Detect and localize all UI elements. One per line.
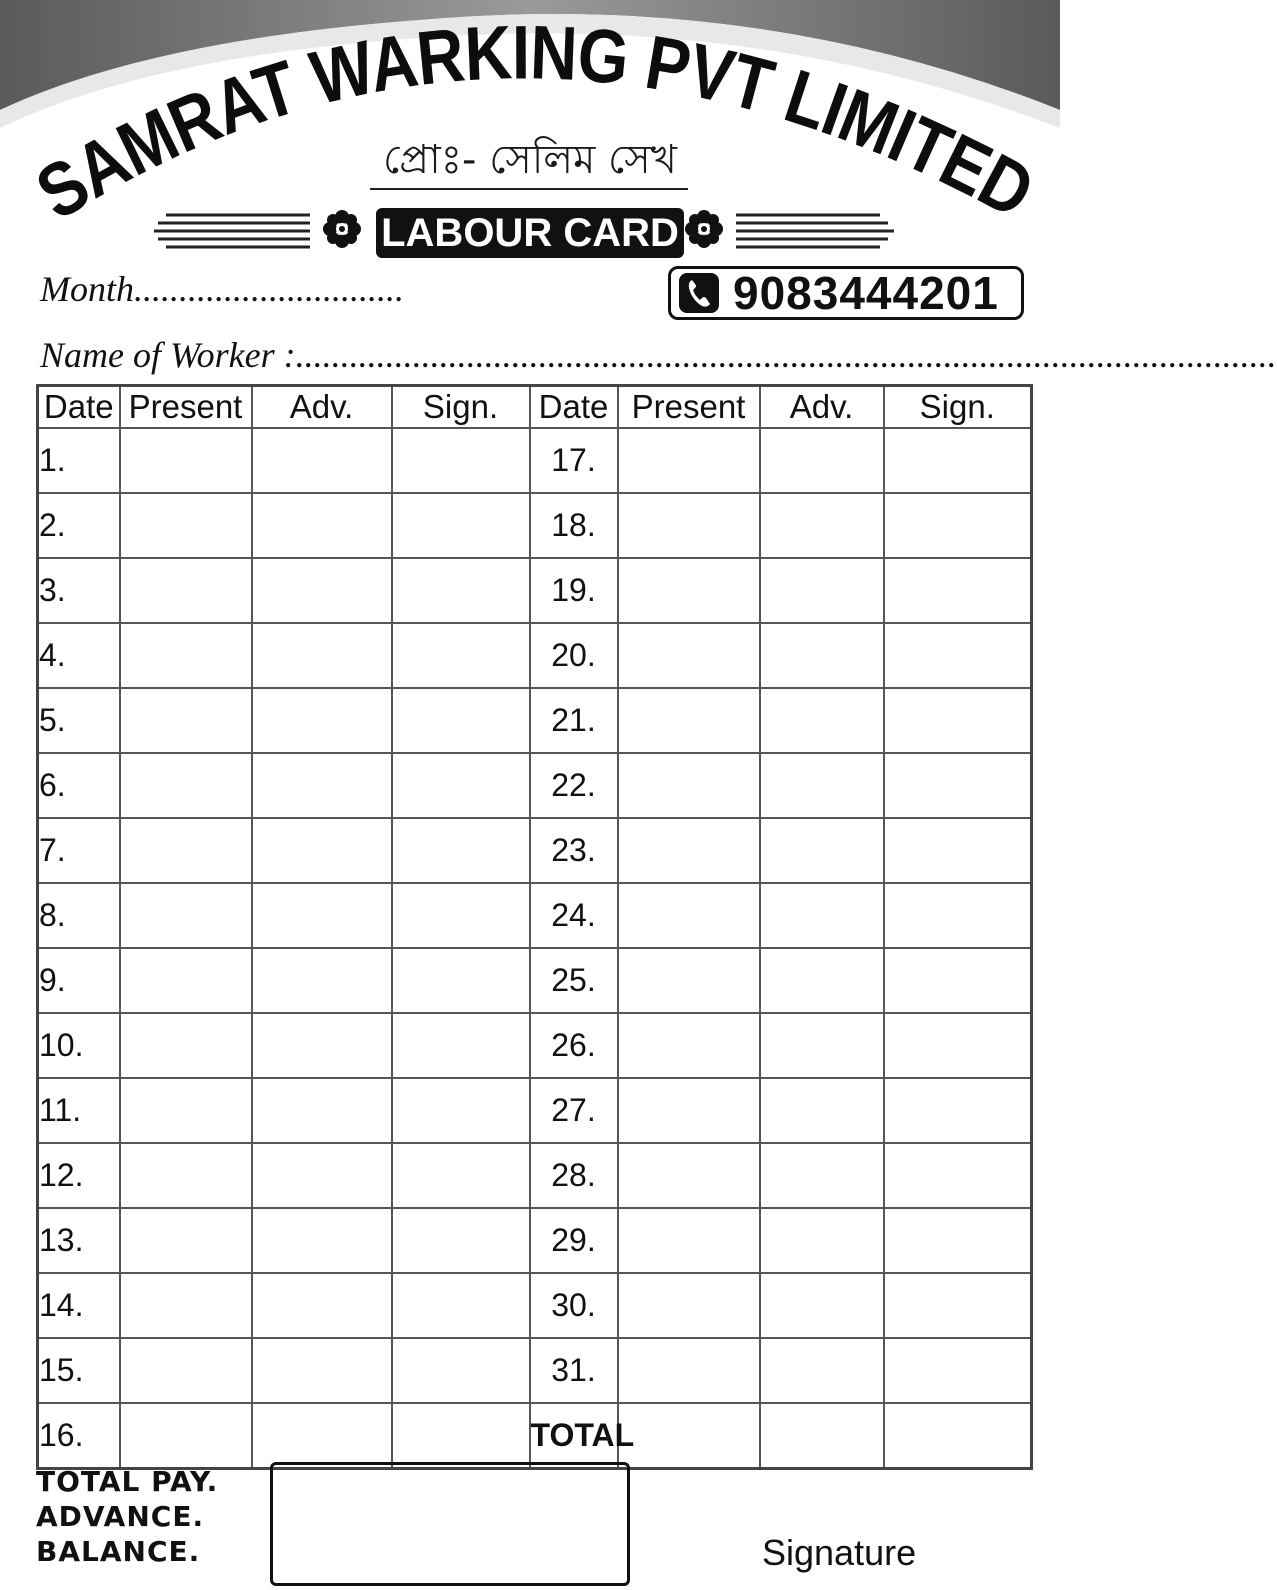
sign-cell[interactable] [884, 1273, 1032, 1338]
sign-cell[interactable] [392, 818, 530, 883]
summary-labels [36, 1464, 218, 1569]
advance-cell[interactable] [760, 1208, 884, 1273]
advance-cell[interactable] [252, 1273, 392, 1338]
sign-cell[interactable] [884, 883, 1032, 948]
advance-cell[interactable] [252, 558, 392, 623]
present-cell[interactable] [618, 753, 760, 818]
sign-cell[interactable] [392, 1143, 530, 1208]
present-cell[interactable] [618, 688, 760, 753]
sign-cell[interactable] [392, 1208, 530, 1273]
table-row [38, 818, 1032, 883]
present-cell[interactable] [618, 493, 760, 558]
header-present-right: Present [618, 386, 760, 429]
date-cell: 24. [530, 883, 618, 948]
advance-cell[interactable] [252, 1013, 392, 1078]
sign-cell[interactable] [884, 948, 1032, 1013]
advance-cell[interactable] [252, 623, 392, 688]
advance-cell[interactable] [760, 558, 884, 623]
advance-cell[interactable] [252, 948, 392, 1013]
right-ornament [682, 206, 904, 252]
present-cell[interactable] [120, 558, 252, 623]
flower-icon [323, 210, 361, 248]
date-cell: 26. [530, 1013, 618, 1078]
advance-cell[interactable] [252, 883, 392, 948]
present-cell[interactable] [618, 948, 760, 1013]
date-cell: 29. [530, 1208, 618, 1273]
phone-number: 9083444201 [733, 267, 999, 319]
worker-name-field: Name of Worker :............................................................................................................. [40, 335, 1277, 375]
date-cell: 3. [38, 558, 120, 623]
present-cell[interactable] [120, 883, 252, 948]
present-cell[interactable] [120, 1338, 252, 1403]
date-cell: 6. [38, 753, 120, 818]
company-name: SAMRAT WARKING PVT LIMITED [22, 9, 1053, 239]
sign-cell[interactable] [392, 948, 530, 1013]
present-cell[interactable] [618, 1078, 760, 1143]
present-cell[interactable] [618, 623, 760, 688]
date-cell: 28. [530, 1143, 618, 1208]
present-cell[interactable] [120, 753, 252, 818]
sign-cell[interactable] [392, 883, 530, 948]
sign-cell[interactable] [392, 558, 530, 623]
date-cell: 2. [38, 493, 120, 558]
date-cell: 9. [38, 948, 120, 1013]
table-row [38, 623, 1032, 688]
date-cell: 30. [530, 1273, 618, 1338]
present-cell[interactable] [120, 948, 252, 1013]
table-row [38, 1078, 1032, 1143]
present-cell[interactable] [618, 1143, 760, 1208]
present-cell[interactable] [618, 428, 760, 493]
advance-cell[interactable] [252, 493, 392, 558]
header-date-left: Date [38, 386, 120, 429]
phone-box [668, 266, 1024, 320]
sign-cell[interactable] [884, 1143, 1032, 1208]
table-row [38, 948, 1032, 1013]
total-pay-label: TOTAL PAY. [36, 1465, 219, 1498]
sign-cell[interactable] [392, 1338, 530, 1403]
signature-label: Signature [762, 1532, 917, 1573]
advance-cell[interactable] [252, 818, 392, 883]
advance-cell[interactable] [760, 688, 884, 753]
month-field: Month.............................. [40, 269, 404, 309]
sign-cell[interactable] [392, 688, 530, 753]
advance-cell[interactable] [760, 623, 884, 688]
labour-card-badge: LABOUR CARD [376, 208, 684, 258]
present-cell[interactable] [618, 883, 760, 948]
date-cell: 10. [38, 1013, 120, 1078]
date-cell: 8. [38, 883, 120, 948]
sign-cell[interactable] [884, 1013, 1032, 1078]
date-cell: 1. [38, 428, 120, 493]
table-row [38, 688, 1032, 753]
summary-box[interactable] [270, 1462, 630, 1586]
table-row [38, 1273, 1032, 1338]
advance-cell[interactable] [760, 1403, 884, 1469]
date-cell: 4. [38, 623, 120, 688]
date-cell: 13. [38, 1208, 120, 1273]
advance-cell[interactable] [760, 428, 884, 493]
sign-cell[interactable] [884, 753, 1032, 818]
sign-cell[interactable] [884, 1403, 1032, 1469]
advance-cell[interactable] [760, 1338, 884, 1403]
date-cell: 15. [38, 1338, 120, 1403]
sign-cell[interactable] [884, 688, 1032, 753]
table-row [38, 1403, 1032, 1469]
attendance-table [36, 384, 1033, 1470]
advance-cell[interactable] [760, 753, 884, 818]
date-cell: 22. [530, 753, 618, 818]
advance-cell[interactable] [760, 1273, 884, 1338]
table-row [38, 1338, 1032, 1403]
sign-cell[interactable] [392, 1273, 530, 1338]
date-cell: 23. [530, 818, 618, 883]
present-cell[interactable] [120, 1403, 252, 1469]
date-cell: 11. [38, 1078, 120, 1143]
present-cell[interactable] [618, 818, 760, 883]
date-cell: 18. [530, 493, 618, 558]
table-row [38, 753, 1032, 818]
table-row [38, 558, 1032, 623]
sign-cell[interactable] [392, 753, 530, 818]
date-cell: 21. [530, 688, 618, 753]
advance-cell[interactable] [760, 1078, 884, 1143]
sign-cell[interactable] [884, 818, 1032, 883]
table-row [38, 1013, 1032, 1078]
header-present-left: Present [120, 386, 252, 429]
header-adv-left: Adv. [252, 386, 392, 429]
present-cell[interactable] [618, 1013, 760, 1078]
advance-cell[interactable] [760, 948, 884, 1013]
date-cell: 14. [38, 1273, 120, 1338]
present-cell[interactable] [618, 1403, 760, 1469]
sign-cell[interactable] [392, 1403, 530, 1469]
total-cell: TOTAL [530, 1403, 618, 1469]
table-row [38, 493, 1032, 558]
present-cell[interactable] [120, 1273, 252, 1338]
sign-cell[interactable] [392, 1013, 530, 1078]
date-cell: 27. [530, 1078, 618, 1143]
advance-cell[interactable] [760, 493, 884, 558]
present-cell[interactable] [120, 818, 252, 883]
sign-cell[interactable] [884, 428, 1032, 493]
present-cell[interactable] [120, 428, 252, 493]
present-cell[interactable] [120, 1143, 252, 1208]
table-row [38, 1143, 1032, 1208]
sign-cell[interactable] [884, 1208, 1032, 1273]
sign-cell[interactable] [392, 1078, 530, 1143]
sign-cell[interactable] [392, 428, 530, 493]
present-cell[interactable] [120, 493, 252, 558]
date-cell: 25. [530, 948, 618, 1013]
present-cell[interactable] [618, 1338, 760, 1403]
advance-cell[interactable] [760, 1013, 884, 1078]
present-cell[interactable] [120, 623, 252, 688]
table-row [38, 428, 1032, 493]
date-cell: 31. [530, 1338, 618, 1403]
advance-cell[interactable] [252, 1208, 392, 1273]
date-cell: 12. [38, 1143, 120, 1208]
left-ornament [152, 206, 374, 252]
date-cell: 17. [530, 428, 618, 493]
advance-cell[interactable] [760, 883, 884, 948]
advance-label: ADVANCE. [36, 1500, 205, 1533]
header-date-right: Date [530, 386, 618, 429]
present-cell[interactable] [618, 1208, 760, 1273]
advance-cell[interactable] [252, 1143, 392, 1208]
proprietor-name: প্রোঃ- সেলিম সেখ [383, 137, 677, 183]
table-row [38, 883, 1032, 948]
header-sign-left: Sign. [392, 386, 530, 429]
proprietor-underline [370, 188, 688, 190]
present-cell[interactable] [618, 558, 760, 623]
advance-cell[interactable] [252, 1078, 392, 1143]
present-cell[interactable] [120, 1208, 252, 1273]
advance-cell[interactable] [252, 1338, 392, 1403]
sign-cell[interactable] [884, 493, 1032, 558]
advance-cell[interactable] [760, 1143, 884, 1208]
present-cell[interactable] [120, 688, 252, 753]
advance-cell[interactable] [252, 753, 392, 818]
header-adv-right: Adv. [760, 386, 884, 429]
balance-label: BALANCE. [36, 1535, 201, 1568]
present-cell[interactable] [618, 1273, 760, 1338]
advance-cell[interactable] [252, 688, 392, 753]
date-cell: 20. [530, 623, 618, 688]
sign-cell[interactable] [884, 1078, 1032, 1143]
flower-icon [685, 210, 723, 248]
table-header-row [38, 386, 1032, 429]
date-cell: 7. [38, 818, 120, 883]
date-cell: 19. [530, 558, 618, 623]
date-cell: 16. [38, 1403, 120, 1469]
phone-icon [679, 273, 719, 313]
date-cell: 5. [38, 688, 120, 753]
table-row [38, 1208, 1032, 1273]
sign-cell[interactable] [392, 493, 530, 558]
present-cell[interactable] [120, 1078, 252, 1143]
advance-cell[interactable] [252, 428, 392, 493]
present-cell[interactable] [120, 1013, 252, 1078]
advance-cell[interactable] [252, 1403, 392, 1469]
sign-cell[interactable] [392, 623, 530, 688]
advance-cell[interactable] [760, 818, 884, 883]
header-sign-right: Sign. [884, 386, 1032, 429]
sign-cell[interactable] [884, 1338, 1032, 1403]
sign-cell[interactable] [884, 623, 1032, 688]
sign-cell[interactable] [884, 558, 1032, 623]
